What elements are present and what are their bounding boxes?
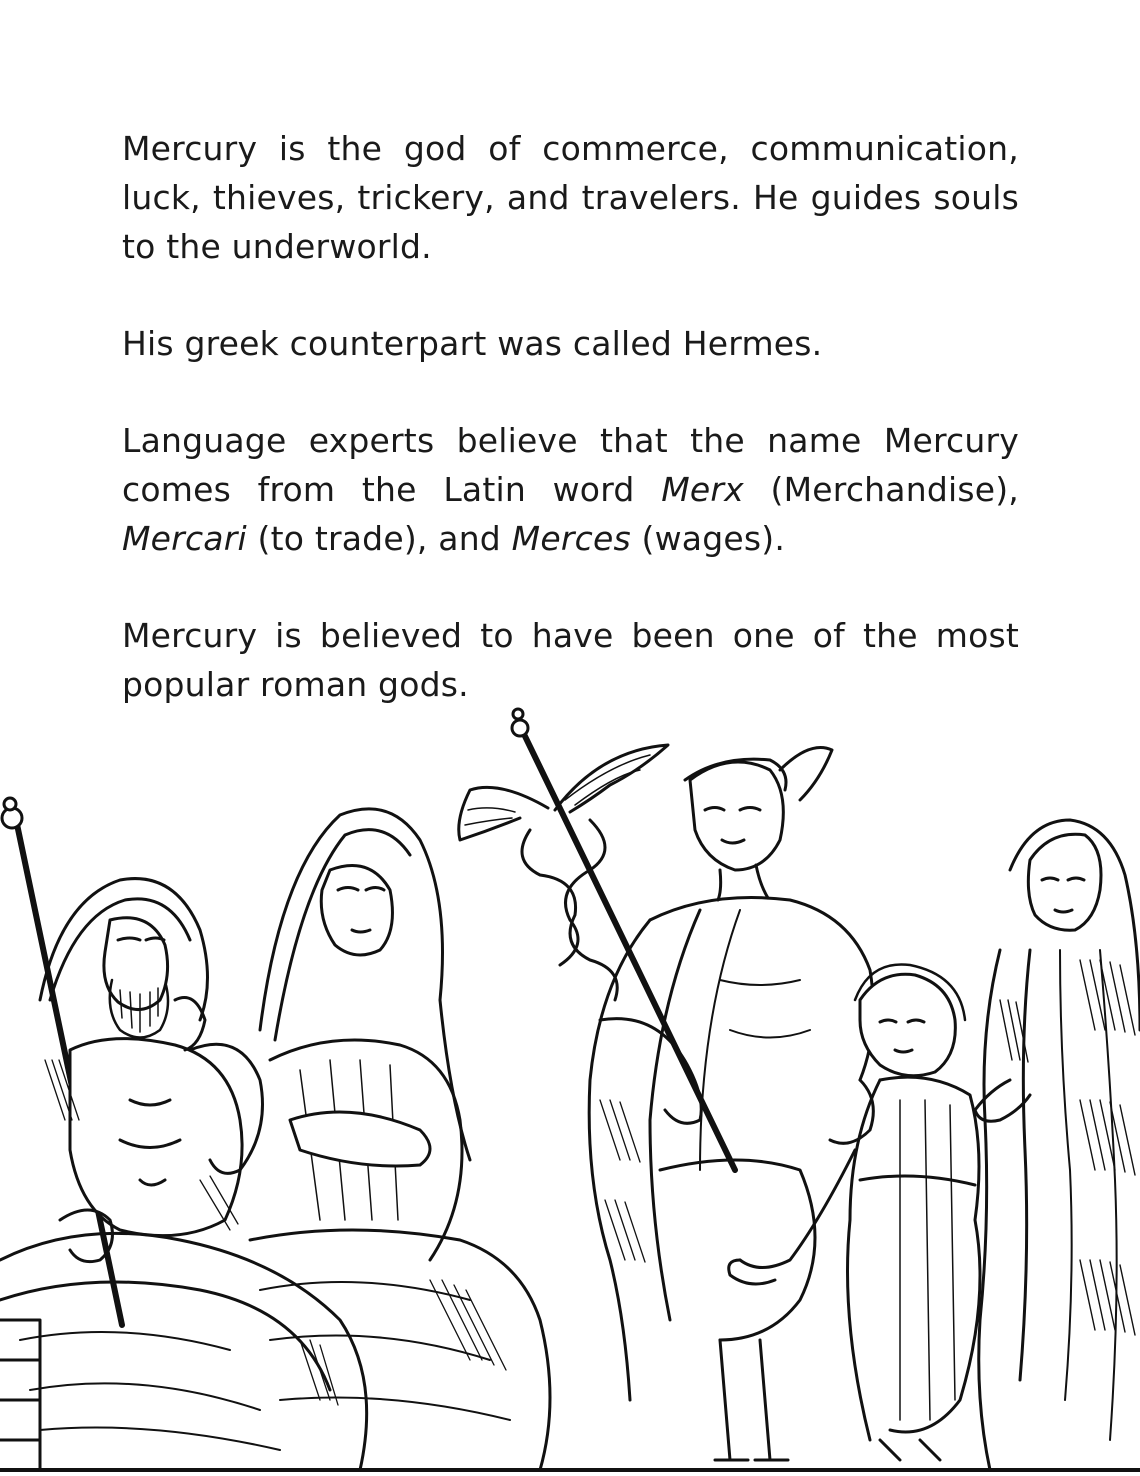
child-figure — [729, 964, 980, 1460]
roman-gods-engraving-icon — [0, 700, 1140, 1476]
etymology-text-2: (Merchandise), — [743, 470, 1020, 509]
paragraph-popularity: Mercury is believed to have been one of the most popular roman gods. — [122, 616, 1019, 704]
etymology-text-1: Language experts believe that the name Mercury comes from the Latin word — [122, 421, 1019, 509]
paragraph-greek-counterpart: His greek counterpart was called Hermes. — [122, 324, 823, 363]
latin-word-mercari: Mercari — [122, 519, 247, 558]
etymology-text-3: (to trade), and — [246, 519, 512, 558]
veiled-goddess-figure — [250, 809, 550, 1470]
veiled-woman-figure — [975, 820, 1140, 1470]
paragraph-mercury-domains: Mercury is the god of commerce, communication, luck, thieves, trickery, and travelers. He guides souls to the underworld. — [122, 129, 1019, 266]
latin-word-merces: Merces — [511, 519, 631, 558]
latin-word-merx: Merx — [661, 470, 744, 509]
text-block — [122, 124, 1019, 757]
etymology-text-4: (wages). — [630, 519, 786, 558]
paragraph-name-etymology — [122, 416, 1019, 563]
engraving-svg — [0, 700, 1140, 1476]
mercury-figure — [459, 709, 874, 1460]
